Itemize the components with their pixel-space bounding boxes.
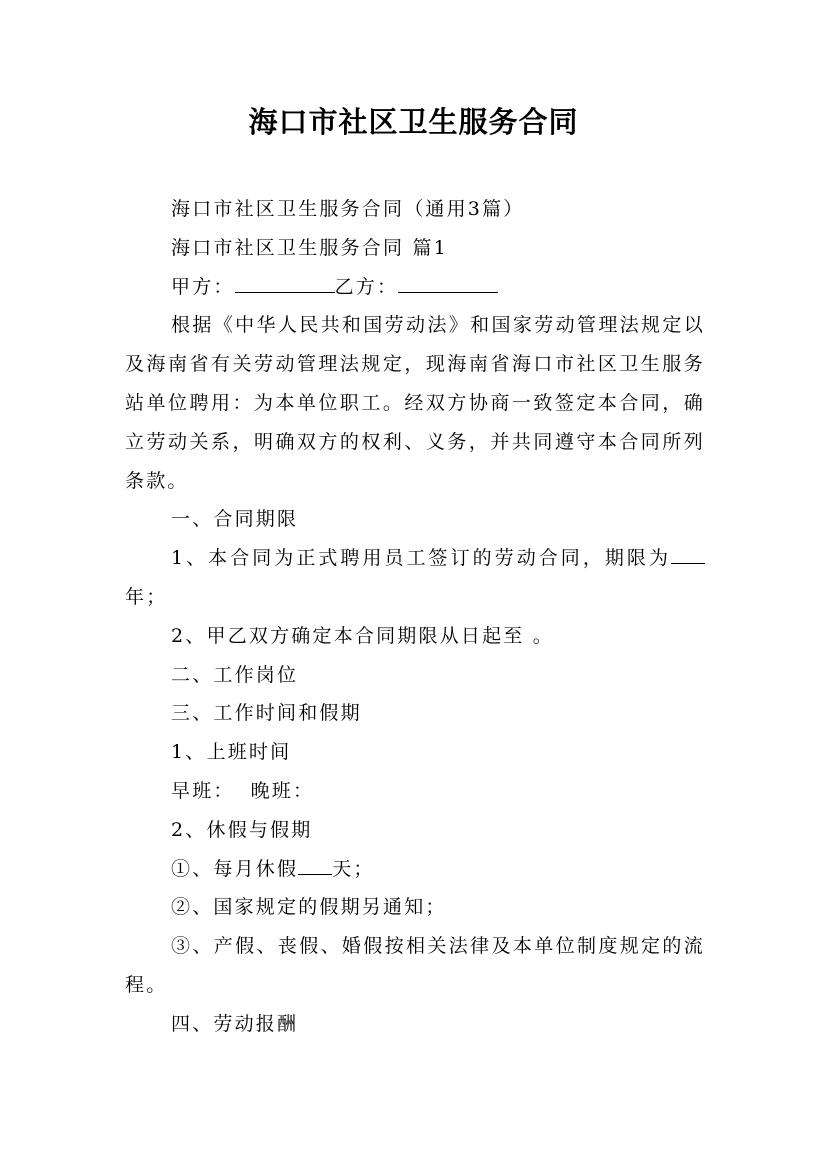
leave-special: ③、产假、丧假、婚假按相关法律及本单位制度规定的流程。 <box>125 935 705 996</box>
clause-work-hours: 1、上班时间 <box>171 741 292 764</box>
leave-monthly-suffix: 天； <box>332 857 375 880</box>
leave-days-blank <box>298 852 332 875</box>
term-years-blank <box>671 541 705 564</box>
document-title: 海口市社区卫生服务合同 <box>248 105 579 139</box>
clause-term-dates: 2、甲乙双方确定本合同期限从日起至 。 <box>171 624 554 647</box>
collection-subtitle: 海口市社区卫生服务合同（通用3篇） <box>171 198 525 220</box>
party-a-label: 甲方： <box>171 275 235 298</box>
section-heading-position: 二、工作岗位 <box>171 663 299 686</box>
parties-line <box>125 268 705 307</box>
shift-line <box>125 772 705 811</box>
party-b-label: 乙方： <box>334 275 399 298</box>
clause-term-length-text: 1、本合同为正式聘用员工签订的劳动合同，期限为 <box>171 547 671 570</box>
leave-monthly <box>125 850 705 889</box>
intro-paragraph: 根据《中华人民共和国劳动法》和国家劳动管理法规定以及海南省有关劳动管理法规定，现海南省海口市社区卫生服务站单位聘用：为本单位职工。经双方协商一致签定本合同，确立劳动关系，明确双方的权利、义务，并共同遵守本合同所列条款。 <box>125 314 705 492</box>
section-heading-term: 一、合同期限 <box>171 508 299 531</box>
leave-national: ②、国家规定的假期另通知； <box>171 896 447 919</box>
clause-term-length-suffix: 年； <box>125 585 168 608</box>
document-body <box>125 190 705 1044</box>
shift-morning-label: 早班： <box>171 779 235 802</box>
party-b-blank <box>398 270 498 293</box>
shift-evening-label: 晚班： <box>250 779 315 802</box>
clause-term-length <box>125 539 705 617</box>
leave-monthly-text: ①、每月休假 <box>171 857 299 880</box>
section-heading-hours: 三、工作时间和假期 <box>171 702 362 725</box>
party-a-blank <box>235 270 335 293</box>
clause-leave: 2、休假与假期 <box>171 818 313 841</box>
part-heading: 海口市社区卫生服务合同 篇1 <box>171 236 448 259</box>
section-heading-pay: 四、劳动报酬 <box>171 1012 299 1035</box>
